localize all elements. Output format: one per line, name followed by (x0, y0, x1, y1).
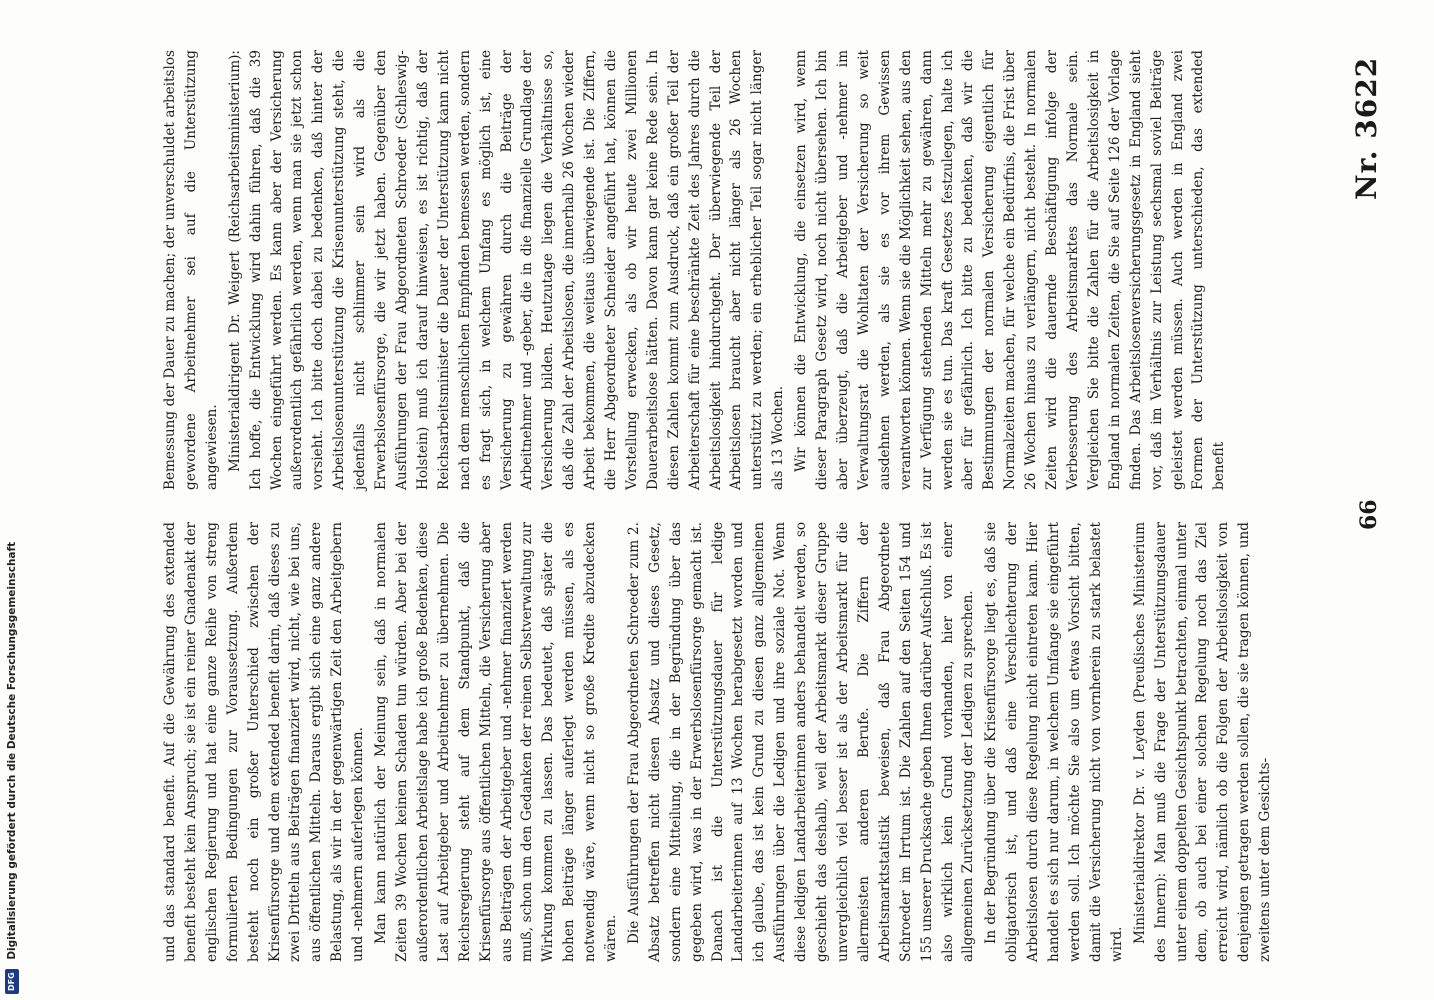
paragraph: Wir können die Entwicklung, die einsetzen wird, wenn dieser Paragraph Gesetz wird, noch nicht übersehen. Ich bin aber überzeugt, daß die Arbeitgeber und -nehmer im Verwaltungsrat die Wohltaten der Versicherung so weit ausdehnen werden, als sie es vor ihrem Gewissen verantworten können. Wenn sie die Möglichkeit sehen, aus den zur Verfügung stehenden Mitteln mehr zu gewähren, dann werden sie es tun. Das kraft Gesetzes festzulegen, halte ich aber für gefährlich. Ich bitte zu bedenken, daß wir die Bestimmungen der normalen Versicherung eigentlich für Normalzeiten machen, für welche ein Bedürfnis, die Frist über 26 Wochen hinaus zu verlängern, nicht besteht. In normalen Zeiten wird die dauernde Beschäftigung infolge der Verbesserung des Arbeitsmarktes das Normale sein. Vergleichen Sie bitte die Zahlen für die Arbeitslosigkeit in England in normalen Zeiten, die Sie auf Seite 126 der Vorlage finden. Das Arbeitslosenversicherungsgesetz in England sieht vor, daß im Verhältnis zur Leistung sechsmal soviel Beiträge geleistet werden müssen. Auch werden in England zwei Formen der Unterstützung unterschieden, das extended benefit (793, 50, 1228, 490)
footer-text: Digitalisierung gefördert durch die Deutsche Forschungsgemeinschaft (6, 541, 18, 960)
right-text-column (160, 522, 1320, 962)
paragraph: Man kann natürlich der Meinung sein, daß in normalen Zeiten 39 Wochen keinen Schaden tun würden. Aber bei der außerordentlichen Arbeitslage habe ich große Bedenken, diese Last auf Arbeitgeber und Arbeitnehmer zu übernehmen. Die Reichsregierung steht auf dem Standpunkt, daß die Krisenfürsorge aus öffentlichen Mitteln, die Versicherung aber aus Beiträgen der Arbeitgeber und -nehmer finanziert werden muß, schon um den Gedanken der reinen Selbstverwaltung zur Wirkung kommen zu lassen. Das bedeutet, daß später die hohen Beiträge länger auferlegt werden müssen, als es notwendig wäre, wenn nicht so große Kredite abzudecken wären. (373, 522, 620, 962)
paragraph: Ministerialdirektor Dr. v. Leyden (Preußisches Ministerium des Innern): Man muß die Frage der Unterstützungsdauer unter einem doppelten Gesichtspunkt betrachten, einmal unter dem, ob auch bei einer solchen Regelung noch das Ziel erreicht wird, nämlich ob die Folgen der Arbeitslosigkeit von denjenigen getragen werden sollen, die sie tragen können, und zweitens unter dem Gesichts- (1131, 522, 1274, 962)
page-number: 66 (1356, 499, 1382, 530)
left-text-column (160, 50, 1320, 490)
document-number: Nr. 3622 (1350, 56, 1383, 200)
paragraph: und das standard benefit. Auf die Gewährung des extended benefit besteht kein Anspruch; sie ist ein reiner Gnadenakt der englischen Regierung und hat eine ganze Reihe von streng formulierten Bedingungen zur Voraussetzung. Außerdem besteht noch ein großer Unterschied zwischen der Krisenfürsorge und dem extended benefit darin, daß dieses zu zwei Dritteln aus Beiträgen finanziert wird, nicht, wie bei uns, aus öffentlichen Mitteln. Daraus ergibt sich eine ganz andere Belastung, als wir in der gegenwärtigen Zeit den Arbeitgebern und -nehmern auferlegen können. (162, 522, 367, 962)
paragraph: Bemessung der Dauer zu machen; der unverschuldet arbeitslos gewordene Arbeitnehmer sei auf die Unterstützung angewiesen. (162, 50, 220, 490)
paragraph: Die Ausführungen der Frau Abgeordneten Schroeder zum 2. Absatz betreffen nicht diesen Absatz und dieses Gesetz, sondern eine Mitteilung, die in der Begründung über das gegeben wird, was in der Erwerbslosenfürsorge gemacht ist. Danach ist die Unterstützungsdauer für ledige Landarbeiterinnen auf 13 Wochen herabgesetzt worden und ich glaube, das ist kein Grund zu diesen ganz allgemeinen Ausführungen über die Ledigen und ihre soziale Not. Wenn diese ledigen Landarbeiterinnen anders behandelt werden, so geschieht das deshalb, weil der Arbeitsmarkt dieser Gruppe unvergleichlich viel besser ist als der Arbeitsmarkt für die allermeisten anderen Berufe. Die Ziffern der Arbeitsmarktstatistik beweisen, daß Frau Abgeordnete Schroeder im Irrtum ist. Die Zahlen auf den Seiten 154 und 155 unserer Drucksache geben Ihnen darüber Aufschluß. Es ist also wirklich kein Grund vorhanden, hier von einer allgemeinen Zurücksetzung der Ledigen zu sprechen. (625, 522, 977, 962)
paragraph: In der Begründung über die Krisenfürsorge liegt es, daß sie obligatorisch ist, und daß eine Verschlechterung der Arbeitslosen durch diese Regelung nicht eintreten kann. Hier handelt es sich nur darum, in welchem Umfange sie eingeführt werden soll. Ich möchte Sie also um etwas Vorsicht bitten, damit die Versicherung nicht von vornherein zu stark belastet wird. (983, 522, 1125, 962)
dfg-logo: DFG (5, 969, 19, 994)
digitization-footer (0, 0, 24, 994)
page-header (1342, 0, 1402, 1000)
paragraph: Ministerialdirigent Dr. Weigert (Reichsarbeitsministerium): Ich hoffe, die Entwicklung wird dahin führen, daß die 39 Wochen eingeführt werden. Es kann aber der Versicherung außerordentlich gefährlich werden, wenn man sie jetzt schon vorsieht. Ich bitte doch dabei zu bedenken, daß hinter der Arbeitslosenunterstützung die Krisenunterstützung steht, die jedenfalls nicht schlimmer sein wird als die Erwerbslosenfürsorge, die wir jetzt haben. Gegenüber den Ausführungen der Frau Abgeordneten Schroeder (Schleswig-Holstein) muß ich darauf hinweisen, es ist richtig, daß der Reichsarbeitsminister die Dauer der Unterstützung kann nicht nach dem menschlichen Empfinden bemessen werden, sondern es fragt sich, in welchem Umfang es möglich ist, eine Versicherung zu gewähren durch die Beiträge der Arbeitnehmer und -geber, die in die finanzielle Grundlage der Versicherung bilden. Heutzutage liegen die Verhältnisse so, daß die Zahl der Arbeitslosen, die innerhalb 26 Wochen wieder Arbeit bekommen, die weitaus überwiegende ist. Die Ziffern, die Herr Abgeordneter Schneider angeführt hat, können die Vorstellung erwecken, als ob wir heute zwei Millionen Dauerarbeitslose hätten. Davon kann gar keine Rede sein. In diesen Zahlen kommt zum Ausdruck, daß ein großer Teil der Arbeiterschaft für eine beschränkte Zeit des Jahres durch die Arbeitslosigkeit hindurchgeht. Der überwiegende Teil der Arbeitslosen braucht aber nicht länger als 26 Wochen unterstützt zu werden; ein erheblicher Teil sogar nicht länger als 13 Wochen. (226, 50, 787, 490)
